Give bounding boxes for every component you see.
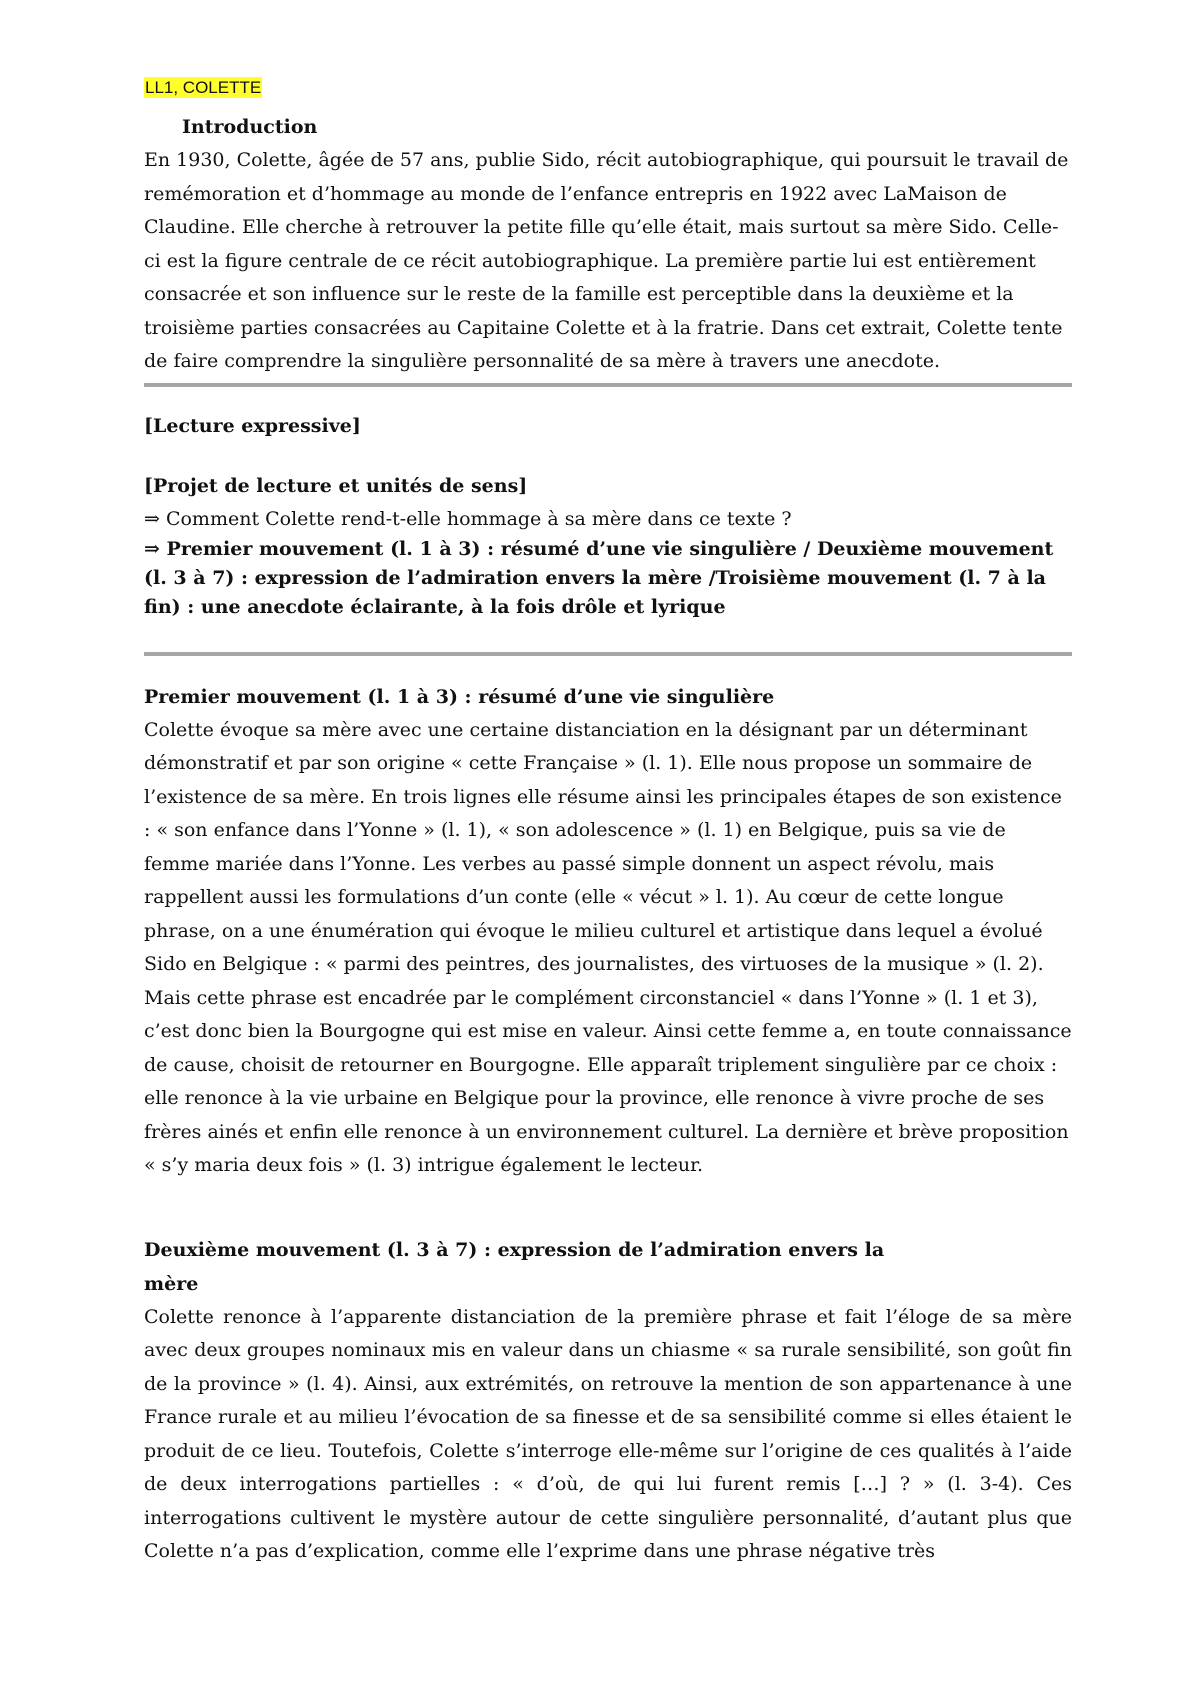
intro-paragraph: En 1930, Colette, âgée de 57 ans, publie Sido, récit autobiographique, qui poursuit le travail de remémoration et d’hommage au monde de l’enfance entrepris en 1922 avec LaMaison de Claudine. Elle cherche à retrouver la petite fille qu’elle était, mais surtout sa mère Sido. Celle-ci est la figure centrale de ce récit autobiographique. La première partie lui est entièrement consacrée et son influence sur le reste de la famille est perceptible dans la deuxième et la troisième parties consacrées au Capitaine Colette et à la fratrie. Dans cet extrait, Colette tente de faire comprendre la singulière personnalité de sa mère à travers une anecdote. <box>144 149 1069 372</box>
mvt2-heading <box>144 1233 1072 1301</box>
divider <box>144 383 1072 387</box>
projet-heading: [Projet de lecture et unités de sens] <box>144 474 528 497</box>
lecture-heading: [Lecture expressive] <box>144 414 361 437</box>
mvt1-paragraph: Colette évoque sa mère avec une certaine distanciation en la désignant par un déterminant démonstratif et par son origine « cette Française » (l. 1). Elle nous propose un sommaire de l’existence de sa mère. En trois lignes elle résume ainsi les principales étapes de son existence : « son enfance dans l’Yonne » (l. 1), « son adolescence » (l. 1) en Belgique, puis sa vie de femme mariée dans l’Yonne. Les verbes au passé simple donnent un aspect révolu, mais rappellent aussi les formulations d’un conte (elle « vécut » l. 1). Au cœur de cette longue phrase, on a une énumération qui évoque le milieu culturel et artistique dans lequel a évolué Sido en Belgique : « parmi des peintres, des journalistes, des virtuoses de la musique » (l. 2). Mais cette phrase est encadrée par le complément circonstanciel « dans l’Yonne » (l. 1 et 3), c’est donc bien la Bourgogne qui est mise en valeur. Ainsi cette femme a, en toute connaissance de cause, choisit de retourner en Bourgogne. Elle apparaît triplement singulière par ce choix : elle renonce à la vie urbaine en Belgique pour la province, elle renonce à vivre proche de ses frères ainés et enfin elle renonce à un environnement culturel. La dernière et brève proposition « s’y maria deux fois » (l. 3) intrigue également le lecteur. <box>144 718 1072 1176</box>
mvt2-heading-line2: mère <box>144 1272 199 1295</box>
projet-question: ⇒ Comment Colette rend-t-elle hommage à sa mère dans ce texte ? <box>144 507 792 530</box>
projet-mouvements: ⇒ Premier mouvement (l. 1 à 3) : résumé d’une vie singulière / Deuxième mouvement (l. 3 à 7) : expression de l’admiration envers la mère /Troisième mouvement (l. 7 à la fin) : une anecdote éclairante, à la fois drôle et lyrique <box>144 537 1054 618</box>
mvt2-heading-line1: Deuxième mouvement (l. 3 à 7) : expression de l’admiration envers la <box>144 1238 885 1261</box>
mvt2-paragraph: Colette renonce à l’apparente distanciation de la première phrase et fait l’éloge de sa mère avec deux groupes nominaux mis en valeur dans un chiasme « sa rurale sensibilité, son goût fin de la province » (l. 4). Ainsi, aux extrémités, on retrouve la mention de son appartenance à une France rurale et au milieu l’évocation de sa finesse et de sa sensibilité comme si elles étaient le produit de ce lieu. Toutefois, Colette s’interroge elle-même sur l’origine de ces qualités à l’aide de deux interrogations partielles : « d’où, de qui lui furent remis […] ? » (l. 3-4). Ces interrogations cultivent le mystère autour de cette singulière personnalité, d’autant plus que Colette n’a pas d’explication, comme elle l’exprime dans une phrase négative très <box>144 1305 1072 1562</box>
title-highlight: LL1, COLETTE <box>145 78 262 97</box>
divider <box>144 652 1072 656</box>
document-title <box>144 72 1072 104</box>
mvt1-heading: Premier mouvement (l. 1 à 3) : résumé d’une vie singulière <box>144 685 775 708</box>
document-content <box>144 72 1072 1569</box>
intro-heading: Introduction <box>182 116 318 138</box>
